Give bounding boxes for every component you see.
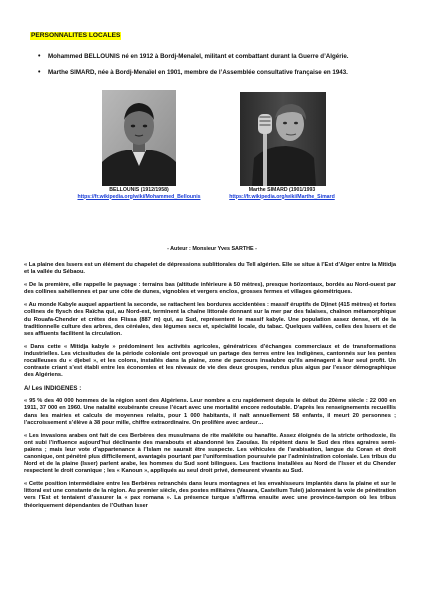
paragraph: « 95 % des 40 000 hommes de la région sont des Algériens. Leur nombre a cru rapidement depuis le début du 20ème siècle : 22 000 en 1911, 37 000 en 1960. Une natalité exubérante creuse l’écart avec une mortalité encore redoutable. D’après les renseignements recueillis dans les mairies et calculs de moyennes relaits, pour 1 000 habitants, il naît annuellement 58 enfants, il meurt 20 personnes ; l’accroissement s’élève à 38 pour mille, chiffre extraordinaire. On prolifère avec ardeur… <box>24 398 396 426</box>
paragraph: « Dans cette « Mitidja kabyle » prédominent les activités agricoles, génératrices d’échanges commerciaux et de transformations industrielles. Les vicissitudes de la période coloniale ont provoqué un partage des terres entre les indigènes, cantonnés sur les pentes rocailleuses du « djebel », et les colons, installés dans la plaine, zone de parcours insalubre qu’ils aménagent à leur seul profit. Un contraste criant s’est établi entre les économies et les niveaux de vie des deux groupes, rendus plus aigus par l’essor démographique des Algériens. <box>24 343 396 379</box>
caption-text: Marthe SIMARD (1901/1993 <box>248 187 316 193</box>
paragraph: « Cette position intermédiaire entre les Berbères retranchés dans leurs montagnes et les envahisseurs implantés dans la plaine et sur le littoral est une constante de la région. Au premier siècle, des postes militaires (Vasara, Castellum Tulei) jalonnaient la voie de pénétration vers l’Est et tentaient d’assurer la « pax romana ». La présence turque s’affirma ensuite avec une province-tampon où les tribus théoriquement dépendantes de l’Outhan Isser <box>24 481 396 509</box>
wikipedia-link-bellounis[interactable]: https://fr.wikipedia.org/wiki/Mohammed_Bellounis <box>77 193 201 200</box>
bullet-text: Marthe SIMARD, née à Bordj-Menaïel en 1901, membre de l’Assemblée consultative française en 1943. <box>48 69 348 76</box>
bullet-icon: • <box>38 69 41 76</box>
photo-caption-simard <box>212 187 352 200</box>
paragraph: « De la première, elle rappelle le paysage : terrains bas (altitude inférieure à 50 mètres), presque horizontaux, bordés au Nord-ouest par des collines sahéliennes et par une côte de dunes, vignobles et vergers enclos, grosses fermes et villages géométriques. <box>24 282 396 296</box>
bullet-item-simard <box>38 69 398 77</box>
paragraph: « Au monde Kabyle auquel appartient la seconde, se rattachent les bordures accidentées : massif éruptifs de Djinet (415 mètres) et fortes collines de flysch des Raïcha qui, au Nord-est, terminent la chaîne littorale donnant sur la mer par des falaises, chaînon métamorphique du Rouafa-Chender et crêtes des Flissa (887 m) qui, au Sud, représentent le massif kabyle. Une population assez dense, vit de la traditionnelle culture des arbres, des céréales, des légumes secs et, spécialité locale, du tabac. Quelques vallées, celles des Issers et de ses affluents facilitent la circulation. <box>24 302 396 337</box>
section-title: PERSONNALITES LOCALES <box>31 32 121 39</box>
subsection-title: A/ Les INDIGENES : <box>24 385 82 393</box>
bullet-list <box>38 53 398 85</box>
bullet-text: Mohammed BELLOUNIS né en 1912 à Bordj-Menaïel, militant et combattant durant la Guerre d’Algérie. <box>48 53 349 60</box>
bullet-item-bellounis <box>38 53 398 61</box>
paragraph: « Les invasions arabes ont fait de ces Berbères des musulmans de rite malékite ou hanafite. Assez éloignés de la stricte orthodoxie, ils ont subi l’influence aujourd’hui déclinante des marabouts et abandonné les Zaouïas. Ils répètent dans le Sud des rites agraires semi-païens ; mais leur vote d’appartenance à l’Islam ne saurait être suspecte. Les véhicules de l’arabisation, langue du Coran et droit canonique, ont pénétré plus difficilement, avantagés pourtant par l’uniformisation poursuivie par l’administration coloniale. Les tribus du Nord et de la plaine (Isser) parlent arabe, les hommes du Sud sont bilingues. Les fractions installées au Nord de l’Isser et du Chender respectent le droit coranique ; les « Kanoun », appliqués au seul droit privé, demeurent vivants au Sud. <box>24 432 396 475</box>
caption-text: BELLOUNIS (1912/1958) <box>109 187 169 193</box>
paragraph: « La plaine des Issers est un élément du chapelet de dépressions sublittorales du Tell algérien. Elle se situe à l’Est d’Alger entre la Mitidja et la vallée du Sébaou. <box>24 262 396 276</box>
wikipedia-link-simard[interactable]: https://fr.wikipedia.org/wiki/Marthe_Simard <box>229 193 335 200</box>
bullet-icon: • <box>38 53 41 60</box>
portrait-photo-icon <box>102 90 176 186</box>
author-line: - Auteur : Monsieur Yves SARTHE - <box>167 246 257 252</box>
article-body <box>24 262 396 516</box>
portrait-photo-icon <box>240 92 326 186</box>
